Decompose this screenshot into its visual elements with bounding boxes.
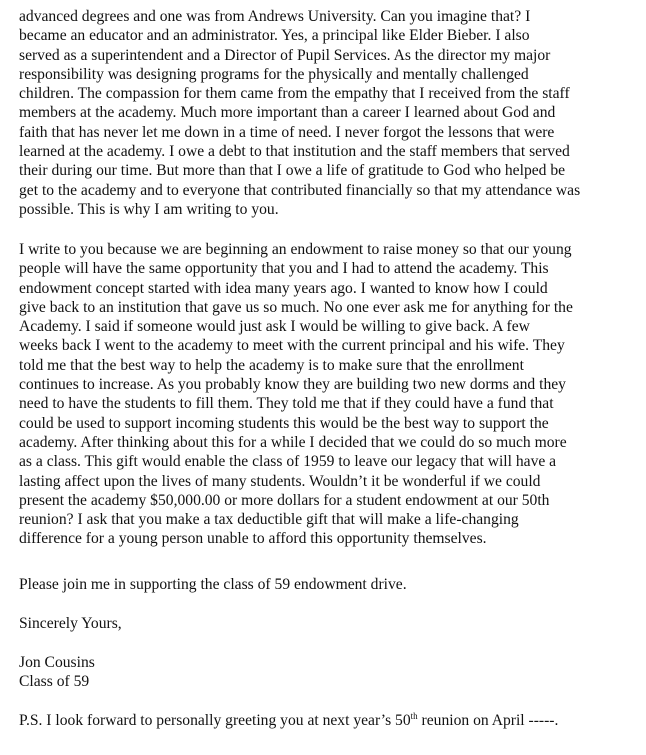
text-line: weeks back I went to the academy to meet with the current principal and his wife. They — [19, 337, 565, 355]
text-line: present the academy $50,000.00 or more dollars for a student endowment at our 50th — [19, 491, 550, 509]
signature-block — [19, 653, 641, 692]
text-line: could be used to support incoming students this would be the best way to support the — [19, 414, 549, 432]
text-line: I write to you because we are beginning an endowment to raise money so that our young — [19, 241, 572, 258]
body-paragraph-2 — [19, 240, 641, 549]
text-line: reunion? I ask that you make a tax deductible gift that will make a life-changing — [19, 511, 519, 529]
signer-class: Class of 59 — [19, 673, 90, 691]
text-line: members at the academy. Much more important than a career I learned about God and — [19, 104, 556, 122]
text-line: learned at the academy. I owe a debt to that institution and the staff members that served — [19, 143, 570, 161]
postscript-text: P.S. I look forward to personally greeting you at next year’s 50 — [19, 712, 411, 729]
text-line: served as a superintendent and a Director of Pupil Services. As the director my major — [19, 46, 551, 64]
text-line: advanced degrees and one was from Andrews University. Can you imagine that? I — [19, 8, 531, 25]
ordinal-suffix: th — [410, 711, 418, 721]
text-line: faith that has never let me down in a time of need. I never forgot the lessons that were — [19, 123, 555, 141]
signer-name: Jon Cousins — [19, 654, 95, 671]
text-line: children. The compassion for them came from the empathy that I received from the staff — [19, 85, 570, 103]
text-line: responsibility was designing programs for the physically and mentally challenged — [19, 65, 529, 83]
text-line: need to have the students to fill them. They told me that if they could have a fund that — [19, 395, 554, 413]
body-paragraph-1 — [19, 7, 641, 219]
text-line: possible. This is why I am writing to you. — [19, 200, 279, 218]
text-line: continues to increase. As you probably know they are building two new dorms and they — [19, 376, 566, 394]
text-line: people will have the same opportunity that you and I had to attend the academy. This — [19, 260, 549, 278]
postscript-text-end: reunion on April -----. — [417, 712, 559, 729]
postscript — [19, 711, 641, 730]
text-line: lasting affect upon the lives of many students. Wouldn’t it be wonderful if we could — [19, 472, 541, 490]
text-line: as a class. This gift would enable the class of 1959 to leave our legacy that will have a — [19, 453, 557, 471]
text-line: Academy. I said if someone would just ask I would be willing to give back. A few — [19, 318, 530, 336]
closing-request: Please join me in supporting the class of 59 endowment drive. — [19, 576, 407, 593]
valediction: Sincerely Yours, — [19, 615, 122, 632]
text-line: became an educator and an administrator. Yes, a principal like Elder Bieber. I also — [19, 27, 530, 45]
text-line: their during our time. But more than that I owe a life of gratitude to God who helped be — [19, 162, 566, 180]
text-line: told me that the best way to help the academy is to make sure that the enrollment — [19, 356, 524, 374]
text-line: difference for a young person unable to afford this opportunity themselves. — [19, 530, 487, 548]
text-line: get to the academy and to everyone that contributed financially so that my attendance was — [19, 181, 581, 199]
text-line: endowment concept started with idea many years ago. I wanted to know how I could — [19, 279, 548, 297]
text-line: give back to an institution that gave us so much. No one ever ask me for anything for the — [19, 298, 573, 316]
text-line: academy. After thinking about this for a while I decided that we could do so much more — [19, 433, 567, 451]
